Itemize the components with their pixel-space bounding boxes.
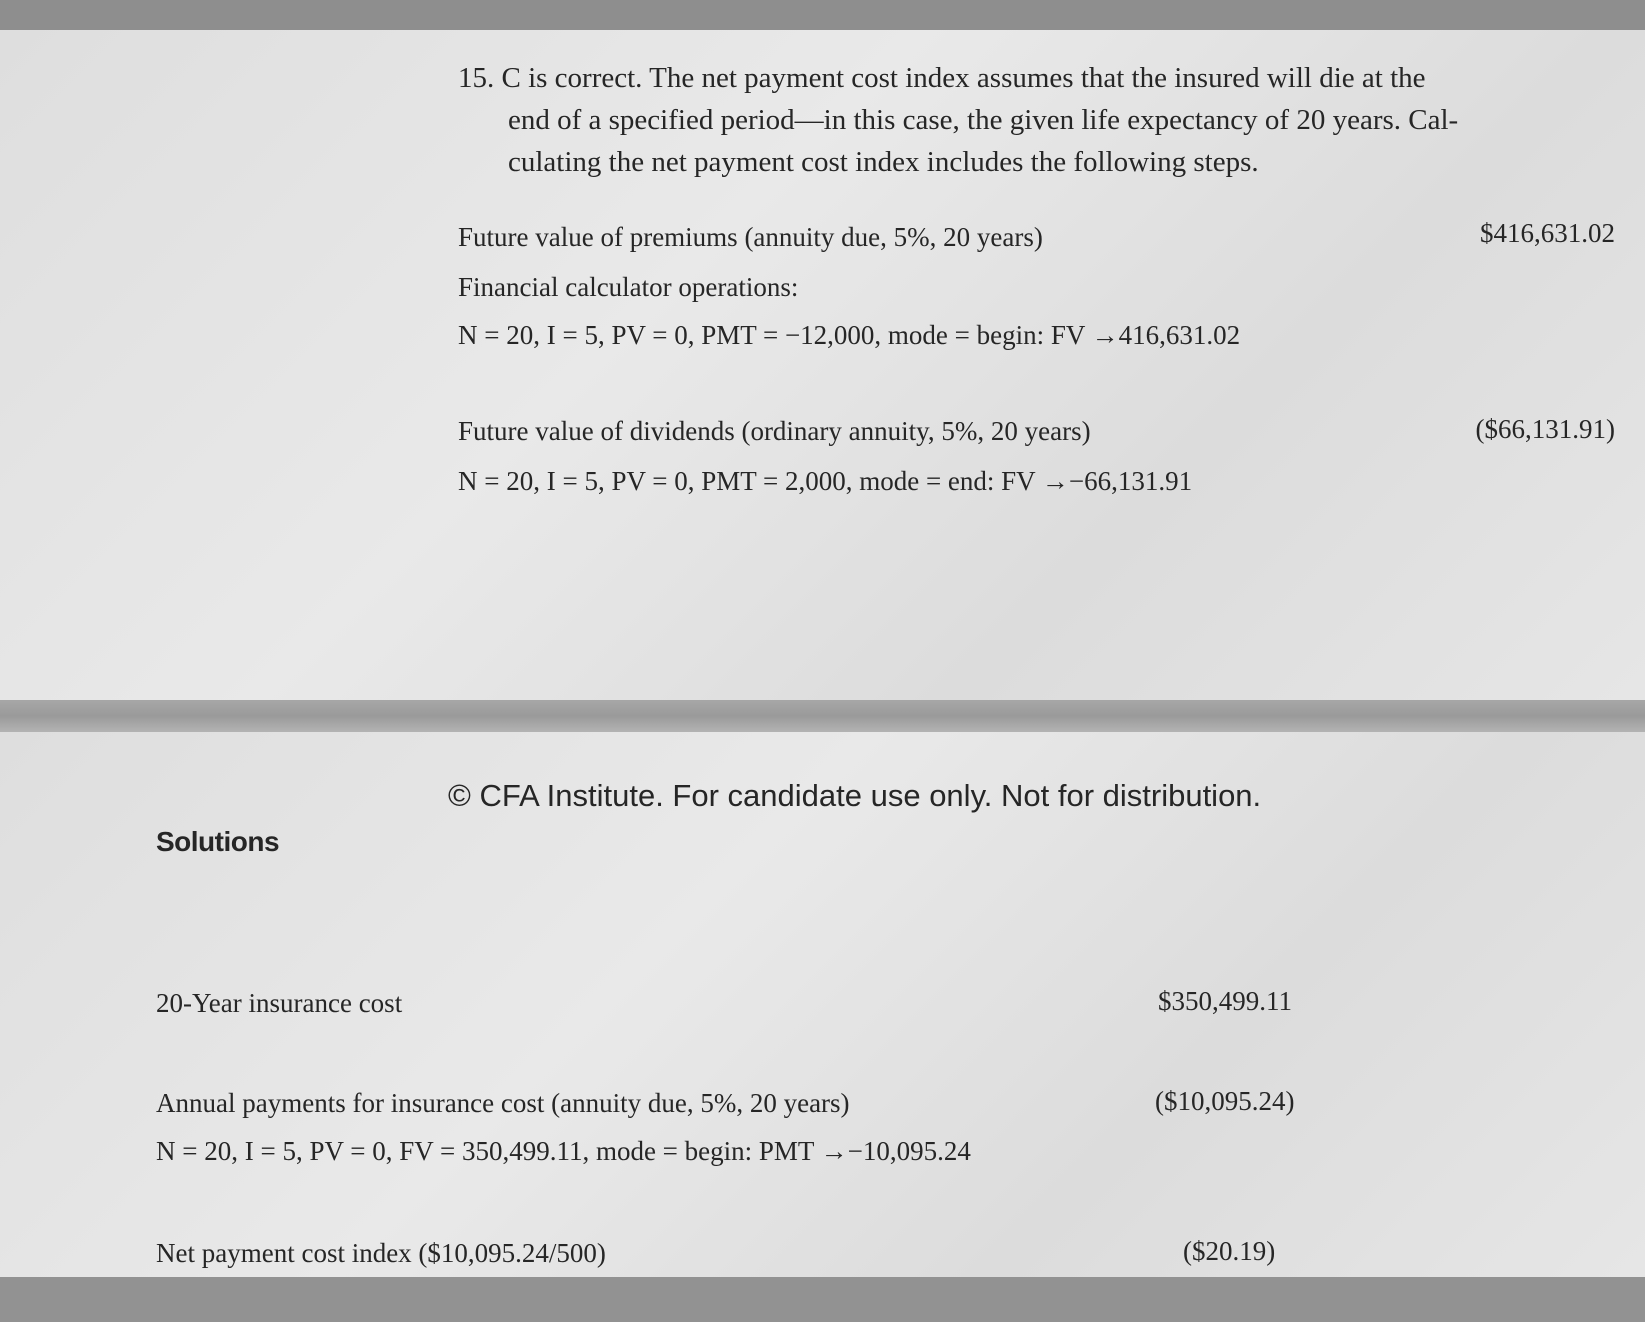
page-edge [0, 1277, 1645, 1322]
copyright-notice: © CFA Institute. For candidate use only. Not for distribution. [448, 778, 1262, 813]
dividends-label: Future value of dividends (ordinary annuity, 5%, 20 years) [458, 416, 1091, 446]
calc-heading: Financial calculator operations: [458, 272, 799, 302]
annual-payments-calc: N = 20, I = 5, PV = 0, FV = 350,499.11, mode = begin: PMT →−10,095.24 [156, 1136, 971, 1166]
annual-payments-label: Annual payments for insurance cost (annuity due, 5%, 20 years) [156, 1088, 850, 1118]
premiums-value: $416,631.02 [1480, 218, 1615, 248]
dividends-value: ($66,131.91) [1475, 414, 1615, 444]
dividends-calc: N = 20, I = 5, PV = 0, PMT = 2,000, mode = end: FV →−66,131.91 [458, 466, 1193, 496]
solution-line-3: culating the net payment cost index includes the following steps. [508, 146, 1259, 178]
cost-index-label: Net payment cost index ($10,095.24/500) [156, 1238, 606, 1268]
cost-index-value: ($20.19) [1183, 1236, 1276, 1266]
premiums-label: Future value of premiums (annuity due, 5%, 20 years) [458, 222, 1043, 252]
insurance-cost-value: $350,499.11 [1158, 986, 1292, 1016]
insurance-cost-label: 20-Year insurance cost [156, 988, 403, 1018]
solution-line-2: end of a specified period—in this case, the given life expectancy of 20 years. Cal- [508, 104, 1459, 136]
page-divider [0, 700, 1645, 732]
solution-line-1: 15. C is correct. The net payment cost index assumes that the insured will die at the [458, 62, 1426, 94]
annual-payments-value: ($10,095.24) [1155, 1086, 1295, 1116]
premiums-calc: N = 20, I = 5, PV = 0, PMT = −12,000, mode = begin: FV →416,631.02 [458, 320, 1241, 350]
running-header: Solutions [156, 826, 280, 857]
